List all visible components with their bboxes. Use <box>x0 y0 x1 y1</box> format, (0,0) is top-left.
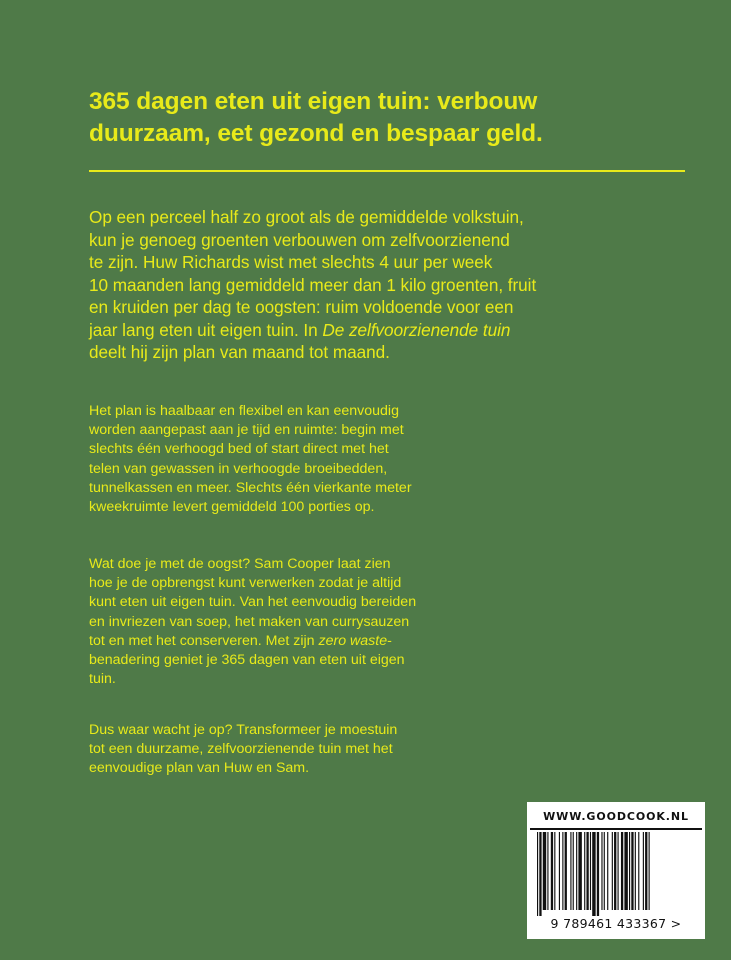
intro-line: deelt hij zijn plan van maand tot maand. <box>89 342 390 362</box>
headline <box>89 86 689 150</box>
barcode-bar <box>573 832 574 910</box>
body-paragraph-3 <box>89 721 589 779</box>
barcode-bar <box>576 832 577 910</box>
isbn-number: 9 789461 433367 > <box>550 916 682 931</box>
barcode-bar <box>635 832 636 910</box>
barcode-bar <box>554 832 555 910</box>
barcode-bar <box>578 832 581 910</box>
intro-paragraph <box>89 206 689 364</box>
barcode-bar <box>621 832 623 910</box>
barcode-bar <box>590 832 591 910</box>
barcode-bar <box>607 832 608 910</box>
barcode-bar <box>592 832 595 916</box>
barcode-bar <box>612 832 613 910</box>
intro-line: en kruiden per dag te oogsten: ruim voldoende voor een <box>89 297 514 317</box>
barcode-bar <box>584 832 585 910</box>
barcode-panel <box>527 802 705 939</box>
paragraph-line: telen van gewassen in verhoogde broeibedden, <box>89 460 388 477</box>
headline-line: duurzaam, eet gezond en bespaar geld. <box>89 120 543 147</box>
barcode-bars <box>537 832 693 916</box>
barcode-bar <box>631 832 633 910</box>
paragraph-line: en invriezen van soep, het maken van currysauzen <box>89 613 410 630</box>
barcode-bar <box>586 832 588 910</box>
intro-line: kun je genoeg groenten verbouwen om zelfvoorzienend <box>89 229 510 250</box>
barcode-bar <box>537 832 538 916</box>
body-paragraph-1 <box>89 402 589 517</box>
intro-line: te zijn. Huw Richards wist met slechts 4 uur per week <box>89 252 493 272</box>
barcode-bar <box>604 832 605 910</box>
paragraph-line: Wat doe je met de oogst? Sam Cooper laat zien <box>89 556 391 572</box>
paragraph-line: slechts één verhoogd bed of start direct met het <box>89 441 389 458</box>
website-url: WWW.GOODCOOK.NL <box>543 810 689 823</box>
paragraph-line: tunnelkassen en meer. Slechts één vierkante meter <box>89 479 412 496</box>
paragraph-line: tot een duurzame, zelfvoorzienende tuin met het <box>89 741 393 758</box>
barcode-bar <box>539 832 541 916</box>
divider-rule <box>89 170 685 172</box>
paragraph-line: eenvoudige plan van Huw en Sam. <box>89 760 310 777</box>
barcode-bar <box>643 832 644 910</box>
book-title: De zelfvoorzienende tuin <box>322 319 511 340</box>
paragraph-line: worden aangepast aan je tijd en ruimte: begin met <box>89 422 404 439</box>
barcode-bar <box>547 832 548 910</box>
barcode-bar <box>551 832 553 910</box>
barcode-bar <box>638 832 639 910</box>
barcode-bar <box>614 832 616 910</box>
intro-line: Op een perceel half zo groot als de gemiddelde volkstuin, <box>89 207 524 227</box>
barcode-bar <box>624 832 627 910</box>
headline-line: 365 dagen eten uit eigen tuin: verbouw <box>89 88 538 115</box>
body-paragraph-2 <box>89 555 589 689</box>
barcode-bar <box>649 832 650 910</box>
paragraph-line: Dus waar wacht je op? Transformeer je moestuin <box>89 722 398 738</box>
barcode-rule <box>530 828 702 830</box>
paragraph-line: kweekruimte levert gemiddeld 100 porties op. <box>89 499 375 516</box>
paragraph-line: Het plan is haalbaar en flexibel en kan eenvoudig <box>89 403 399 419</box>
zero-waste-term: zero waste <box>318 632 388 649</box>
paragraph-line: hoe je de opbrengst kunt verwerken zodat je altijd <box>89 575 402 592</box>
barcode-bar <box>543 832 546 910</box>
barcode-bar <box>562 832 563 910</box>
barcode-bar <box>629 832 630 910</box>
intro-line: 10 maanden lang gemiddeld meer dan 1 kilo groenten, fruit <box>89 274 537 295</box>
paragraph-line: benadering geniet je 365 dagen van eten uit eigen <box>89 652 405 669</box>
intro-text: jaar lang eten uit eigen tuin. In <box>89 319 323 340</box>
barcode-bar <box>559 832 560 910</box>
barcode-bar <box>570 832 571 910</box>
paragraph-text: tot en met het conserveren. Met zijn <box>89 632 319 649</box>
barcode-bar <box>565 832 567 910</box>
paragraph-line <box>89 632 589 651</box>
barcode-bar <box>597 832 599 916</box>
paragraph-line: tuin. <box>89 671 116 688</box>
paragraph-text: - <box>387 632 392 649</box>
intro-line <box>89 319 689 342</box>
barcode-bar <box>601 832 602 910</box>
barcode-bar <box>645 832 647 910</box>
paragraph-line: kunt eten uit eigen tuin. Van het eenvoudig bereiden <box>89 594 417 611</box>
barcode-bar <box>618 832 619 910</box>
